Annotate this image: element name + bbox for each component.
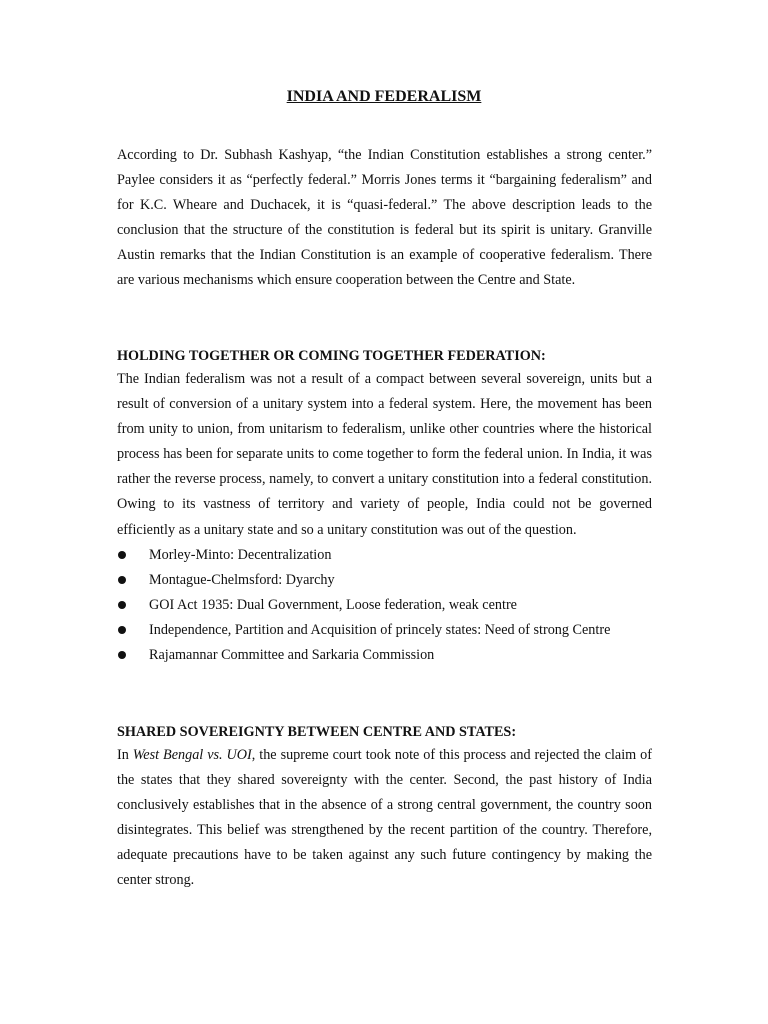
body-prefix: In — [117, 747, 133, 763]
list-item — [117, 543, 652, 568]
list-item-text: Rajamannar Committee and Sarkaria Commission — [149, 647, 435, 664]
list-item-text: Montague-Chelmsford: Dyarchy — [149, 571, 335, 588]
section-paragraph — [117, 743, 652, 894]
list-item — [117, 618, 652, 643]
list-item — [117, 593, 652, 618]
page-title: INDIA AND FEDERALISM — [286, 88, 482, 105]
bullet-list — [117, 543, 652, 669]
list-item-text: GOI Act 1935: Dual Government, Loose federation, weak centre — [149, 597, 517, 614]
list-item-text: Morley-Minto: Decentralization — [149, 546, 332, 563]
case-name: West Bengal vs. UOI — [132, 747, 252, 763]
bullet-icon — [118, 551, 126, 559]
list-item — [117, 568, 652, 593]
section-paragraph: The Indian federalism was not a result of a compact between several sovereign, units but a result of conversion of a unitary system into a federal system. Here, the movement has been from unity to union, from unitarism to federalism, unlike other countries where the historical process has been for separate units to come together to form the federal union. In India, it was rather the reverse process, namely, to convert a unitary constitution into a federal constitution. Owing to its vastness of territory and variety of people, India could not be governed efficiently as a unitary state and so a unitary constitution was out of the question. — [117, 371, 652, 538]
section-holding-together — [117, 346, 652, 669]
body-text: , the supreme court took note of this process and rejected the claim of the states that they shared sovereignty with the center. Second, the past history of India conclusively establishes that in the absence of a strong central government, the country soon disintegrates. This belief was strengthened by the recent partition of the country. Therefore, adequate precautions have to be taken against any such future contingency by making the center strong. — [117, 747, 652, 889]
bullet-icon — [118, 651, 126, 659]
list-item — [117, 643, 652, 668]
section-heading: HOLDING TOGETHER OR COMING TOGETHER FEDERATION: — [117, 348, 546, 364]
intro-paragraph: According to Dr. Subhash Kashyap, “the Indian Constitution establishes a strong center.” Paylee considers it as “perfectly federal.” Morris Jones terms it “bargaining federalism” and for K.C. Wheare and Duchacek, it is “quasi-federal.” The above description leads to the conclusion that the structure of the constitution is federal but its spirit is unitary. Granville Austin remarks that the Indian Constitution is an example of cooperative federalism. There are various mechanisms which ensure cooperation between the Centre and State. — [117, 147, 652, 289]
section-shared-sovereignty — [117, 722, 652, 894]
bullet-icon — [118, 576, 126, 584]
intro-block — [117, 143, 652, 294]
section-heading: SHARED SOVEREIGNTY BETWEEN CENTRE AND STATES: — [117, 724, 517, 740]
bullet-icon — [118, 601, 126, 609]
list-item-text: Independence, Partition and Acquisition of princely states: Need of strong Centre — [149, 622, 611, 639]
bullet-icon — [118, 626, 126, 634]
